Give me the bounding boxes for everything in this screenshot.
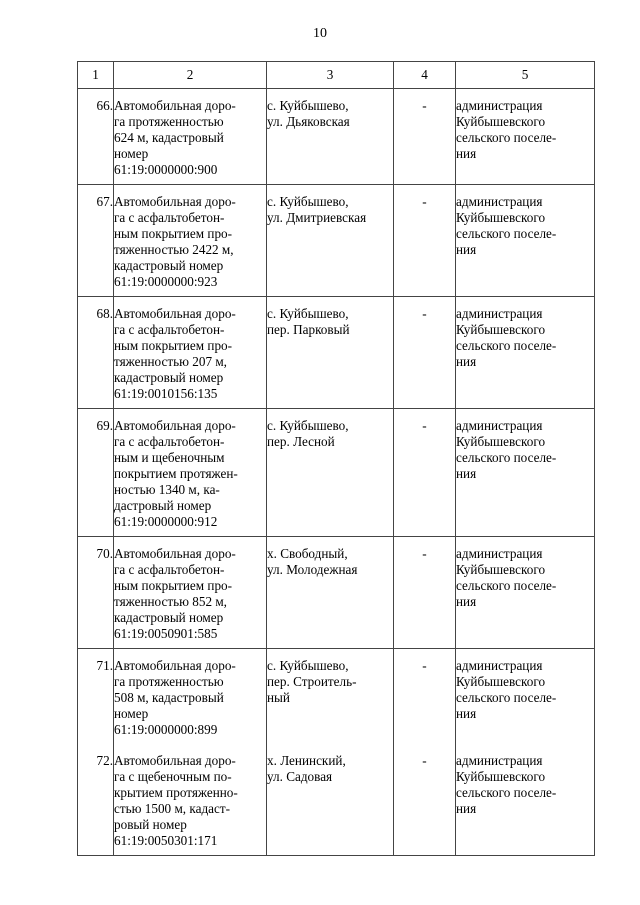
table-row <box>78 649 595 745</box>
object-description-line: ным и щебеночным <box>114 450 225 465</box>
owner-name-line: Куйбышевского <box>456 322 546 337</box>
object-description-line: га протяженностью <box>114 114 224 129</box>
object-description <box>114 537 267 649</box>
object-description-line: тяженностью 852 м, <box>114 594 227 609</box>
header-col-1: 1 <box>78 62 114 89</box>
object-description-line: кадастровый номер <box>114 370 224 385</box>
owner-name-line: сельского поселе- <box>456 785 557 800</box>
owner-name-line: сельского поселе- <box>456 578 557 593</box>
object-description-line: дастровый номер <box>114 498 212 513</box>
column-4-value: - <box>394 297 456 409</box>
object-description-line: га с асфальтобетон- <box>114 562 225 577</box>
owner-name-line: ния <box>456 354 477 369</box>
owner-name-line: сельского поселе- <box>456 226 557 241</box>
owner-name <box>456 89 595 185</box>
object-description-line: тяженностью 2422 м, <box>114 242 234 257</box>
object-description-line: Автомобильная доро- <box>114 753 236 768</box>
object-description-line: ным покрытием про- <box>114 226 233 241</box>
header-row <box>78 62 595 89</box>
object-description-line: Автомобильная доро- <box>114 418 236 433</box>
owner-name-line: Куйбышевского <box>456 674 546 689</box>
object-description-line: 624 м, кадастровый <box>114 130 224 145</box>
object-description-line: 61:19:0050901:585 <box>114 626 218 641</box>
owner-name <box>456 744 595 856</box>
object-location-line: пер. Строитель- <box>267 674 357 689</box>
table-row <box>78 537 595 649</box>
owner-name-line: Куйбышевского <box>456 562 546 577</box>
table-row <box>78 89 595 185</box>
object-location <box>267 297 394 409</box>
table-row <box>78 185 595 297</box>
object-location-line: ул. Дьяковская <box>267 114 350 129</box>
owner-name-line: сельского поселе- <box>456 450 557 465</box>
row-number: 69. <box>78 409 114 537</box>
object-location-line: с. Куйбышево, <box>267 98 349 113</box>
object-description-line: 61:19:0000000:923 <box>114 274 218 289</box>
object-location <box>267 649 394 745</box>
column-4-value: - <box>394 744 456 856</box>
owner-name-line: сельского поселе- <box>456 690 557 705</box>
owner-name-line: Куйбышевского <box>456 210 546 225</box>
object-description-line: крытием протяженно- <box>114 785 238 800</box>
column-4-value: - <box>394 89 456 185</box>
table-row <box>78 297 595 409</box>
object-description-line: Автомобильная доро- <box>114 658 236 673</box>
object-description-line: 508 м, кадастровый <box>114 690 224 705</box>
owner-name-line: ния <box>456 242 477 257</box>
object-description <box>114 409 267 537</box>
object-location <box>267 409 394 537</box>
object-description-line: га с асфальтобетон- <box>114 322 225 337</box>
object-description-line: кадастровый номер <box>114 610 224 625</box>
object-description-line: га с щебеночным по- <box>114 769 232 784</box>
object-location <box>267 744 394 856</box>
object-location-line: с. Куйбышево, <box>267 194 349 209</box>
object-location-line: пер. Парковый <box>267 322 350 337</box>
object-location <box>267 89 394 185</box>
owner-name-line: Куйбышевского <box>456 434 546 449</box>
column-4-value: - <box>394 409 456 537</box>
table-row <box>78 409 595 537</box>
owner-name <box>456 409 595 537</box>
object-description-line: Автомобильная доро- <box>114 546 236 561</box>
owner-name-line: ния <box>456 594 477 609</box>
object-location-line: х. Свободный, <box>267 546 348 561</box>
object-description-line: кадастровый номер <box>114 258 224 273</box>
owner-name-line: Куйбышевского <box>456 114 546 129</box>
object-description-line: 61:19:0000000:912 <box>114 514 218 529</box>
row-number: 72. <box>78 744 114 856</box>
object-description-line: Автомобильная доро- <box>114 194 236 209</box>
table-row <box>78 744 595 856</box>
object-location-line: ный <box>267 690 290 705</box>
owner-name-line: администрация <box>456 546 543 561</box>
object-location-line: ул. Дмитриевская <box>267 210 367 225</box>
owner-name-line: администрация <box>456 98 543 113</box>
row-number: 67. <box>78 185 114 297</box>
object-description-line: га с асфальтобетон- <box>114 210 225 225</box>
owner-name-line: администрация <box>456 658 543 673</box>
object-description-line: тяженностью 207 м, <box>114 354 227 369</box>
object-description-line: 61:19:0000000:900 <box>114 162 218 177</box>
owner-name <box>456 537 595 649</box>
object-description <box>114 744 267 856</box>
column-4-value: - <box>394 537 456 649</box>
header-col-2: 2 <box>114 62 267 89</box>
row-number: 71. <box>78 649 114 745</box>
object-description-line: номер <box>114 706 149 721</box>
object-location-line: х. Ленинский, <box>267 753 346 768</box>
owner-name-line: администрация <box>456 306 543 321</box>
owner-name-line: администрация <box>456 753 543 768</box>
object-location-line: пер. Лесной <box>267 434 335 449</box>
table-header <box>78 62 595 89</box>
object-location-line: с. Куйбышево, <box>267 306 349 321</box>
owner-name-line: ния <box>456 146 477 161</box>
object-description-line: номер <box>114 146 149 161</box>
object-description-line: 61:19:0010156:135 <box>114 386 218 401</box>
object-location <box>267 185 394 297</box>
object-description-line: Автомобильная доро- <box>114 306 236 321</box>
owner-name-line: Куйбышевского <box>456 769 546 784</box>
header-col-4: 4 <box>394 62 456 89</box>
owner-name-line: ния <box>456 706 477 721</box>
object-location-line: ул. Молодежная <box>267 562 358 577</box>
owner-name-line: администрация <box>456 418 543 433</box>
object-description-line: ным покрытием про- <box>114 578 233 593</box>
row-number: 66. <box>78 89 114 185</box>
object-description-line: стью 1500 м, кадаст- <box>114 801 231 816</box>
row-number: 70. <box>78 537 114 649</box>
object-description-line: покрытием протяжен- <box>114 466 238 481</box>
object-description <box>114 185 267 297</box>
property-registry-table <box>77 61 595 856</box>
header-col-3: 3 <box>267 62 394 89</box>
object-description-line: ностью 1340 м, ка- <box>114 482 220 497</box>
owner-name <box>456 297 595 409</box>
object-location-line: с. Куйбышево, <box>267 418 349 433</box>
owner-name <box>456 649 595 745</box>
column-4-value: - <box>394 649 456 745</box>
owner-name-line: ния <box>456 801 477 816</box>
object-location-line: ул. Садовая <box>267 769 333 784</box>
owner-name-line: сельского поселе- <box>456 130 557 145</box>
object-description-line: 61:19:0050301:171 <box>114 833 218 848</box>
object-description <box>114 649 267 745</box>
owner-name-line: администрация <box>456 194 543 209</box>
object-description-line: га протяженностью <box>114 674 224 689</box>
owner-name-line: сельского поселе- <box>456 338 557 353</box>
owner-name <box>456 185 595 297</box>
object-location <box>267 537 394 649</box>
object-description-line: га с асфальтобетон- <box>114 434 225 449</box>
object-location-line: с. Куйбышево, <box>267 658 349 673</box>
header-col-5: 5 <box>456 62 595 89</box>
column-4-value: - <box>394 185 456 297</box>
object-description-line: Автомобильная доро- <box>114 98 236 113</box>
owner-name-line: ния <box>456 466 477 481</box>
object-description <box>114 297 267 409</box>
object-description-line: ным покрытием про- <box>114 338 233 353</box>
row-number: 68. <box>78 297 114 409</box>
table-body <box>78 89 595 856</box>
object-description-line: 61:19:0000000:899 <box>114 722 218 737</box>
object-description-line: ровый номер <box>114 817 187 832</box>
object-description <box>114 89 267 185</box>
page-number: 10 <box>313 26 327 41</box>
